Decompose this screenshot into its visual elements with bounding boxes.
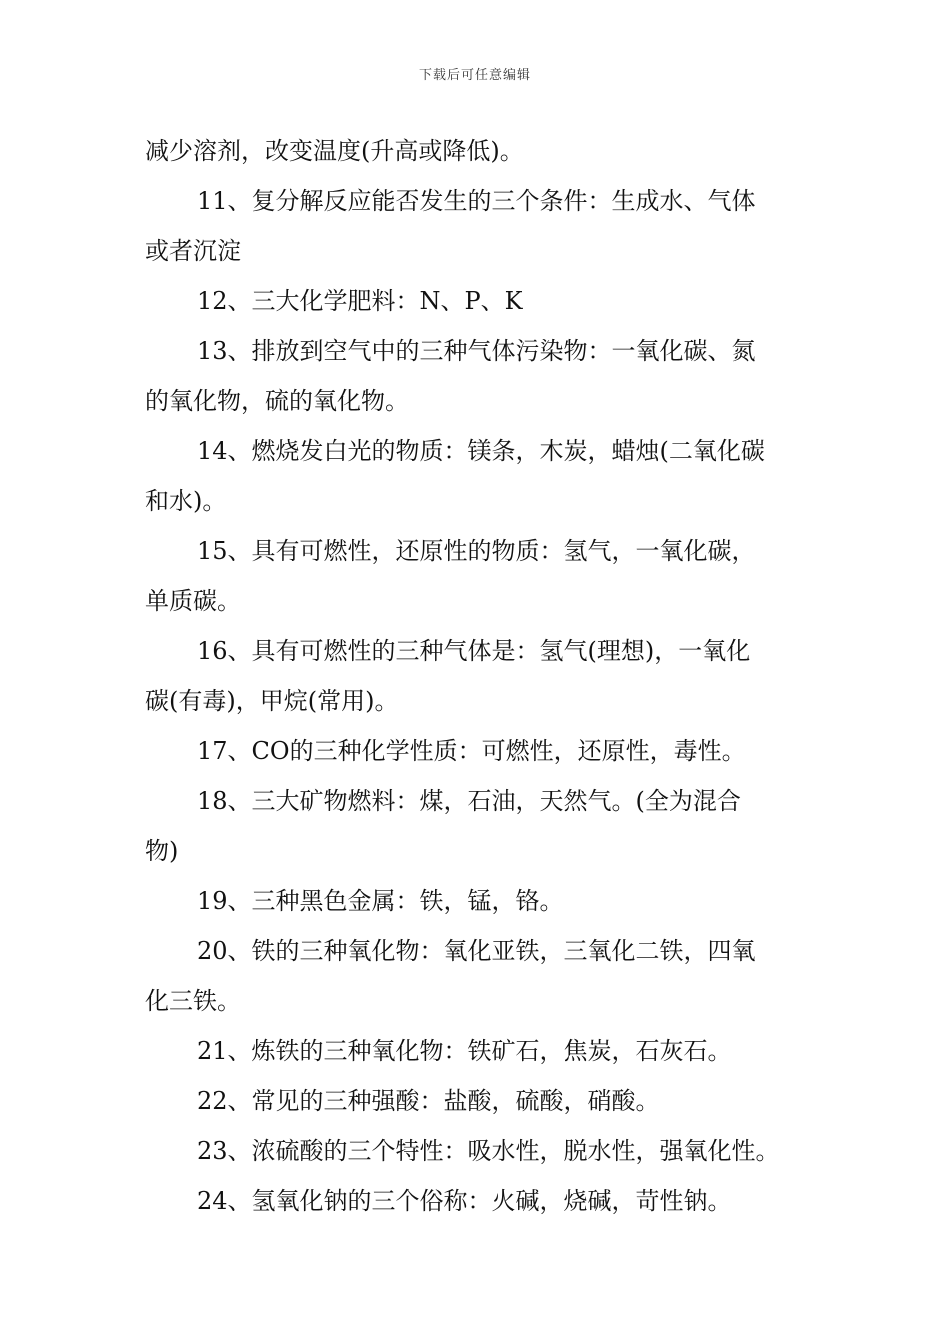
text-line: 18、三大矿物燃料：煤，石油，天然气。(全为混合 (197, 787, 741, 815)
text-line: 19、三种黑色金属：铁，锰，铬。 (197, 887, 564, 915)
text-line: 物) (145, 837, 179, 865)
text-line: 20、铁的三种氧化物：氧化亚铁，三氧化二铁，四氧 (197, 937, 756, 965)
text-line: 化三铁。 (145, 987, 241, 1015)
text-line: 21、炼铁的三种氧化物：铁矿石，焦炭，石灰石。 (197, 1037, 732, 1065)
text-line: 23、浓硫酸的三个特性：吸水性，脱水性，强氧化性。 (197, 1137, 780, 1165)
text-line: 24、氢氧化钠的三个俗称：火碱，烧碱，苛性钠。 (197, 1187, 732, 1215)
text-line: 和水)。 (145, 487, 227, 515)
text-line: 或者沉淀 (145, 237, 241, 265)
text-line: 14、燃烧发白光的物质：镁条，木炭，蜡烛(二氧化碳 (197, 437, 765, 465)
text-line: 的氧化物，硫的氧化物。 (145, 387, 409, 415)
text-line: 15、具有可燃性，还原性的物质：氢气，一氧化碳， (197, 537, 756, 565)
text-line: 单质碳。 (145, 587, 241, 615)
text-line: 13、排放到空气中的三种气体污染物：一氧化碳、氮 (197, 337, 756, 365)
page-header: 下载后可任意编辑 (418, 68, 531, 83)
text-line: 12、三大化学肥料：N、P、K (197, 287, 523, 315)
text-line: 16、具有可燃性的三种气体是：氢气(理想)，一氧化 (197, 637, 751, 665)
text-line: 碳(有毒)，甲烷(常用)。 (145, 687, 399, 715)
text-line: 17、CO的三种化学性质：可燃性，还原性，毒性。 (197, 737, 746, 765)
text-line: 减少溶剂，改变温度(升高或降低)。 (145, 137, 524, 165)
text-line: 22、常见的三种强酸：盐酸，硫酸，硝酸。 (197, 1087, 660, 1115)
document-body (145, 126, 810, 1226)
text-line: 11、复分解反应能否发生的三个条件：生成水、气体 (197, 187, 756, 215)
